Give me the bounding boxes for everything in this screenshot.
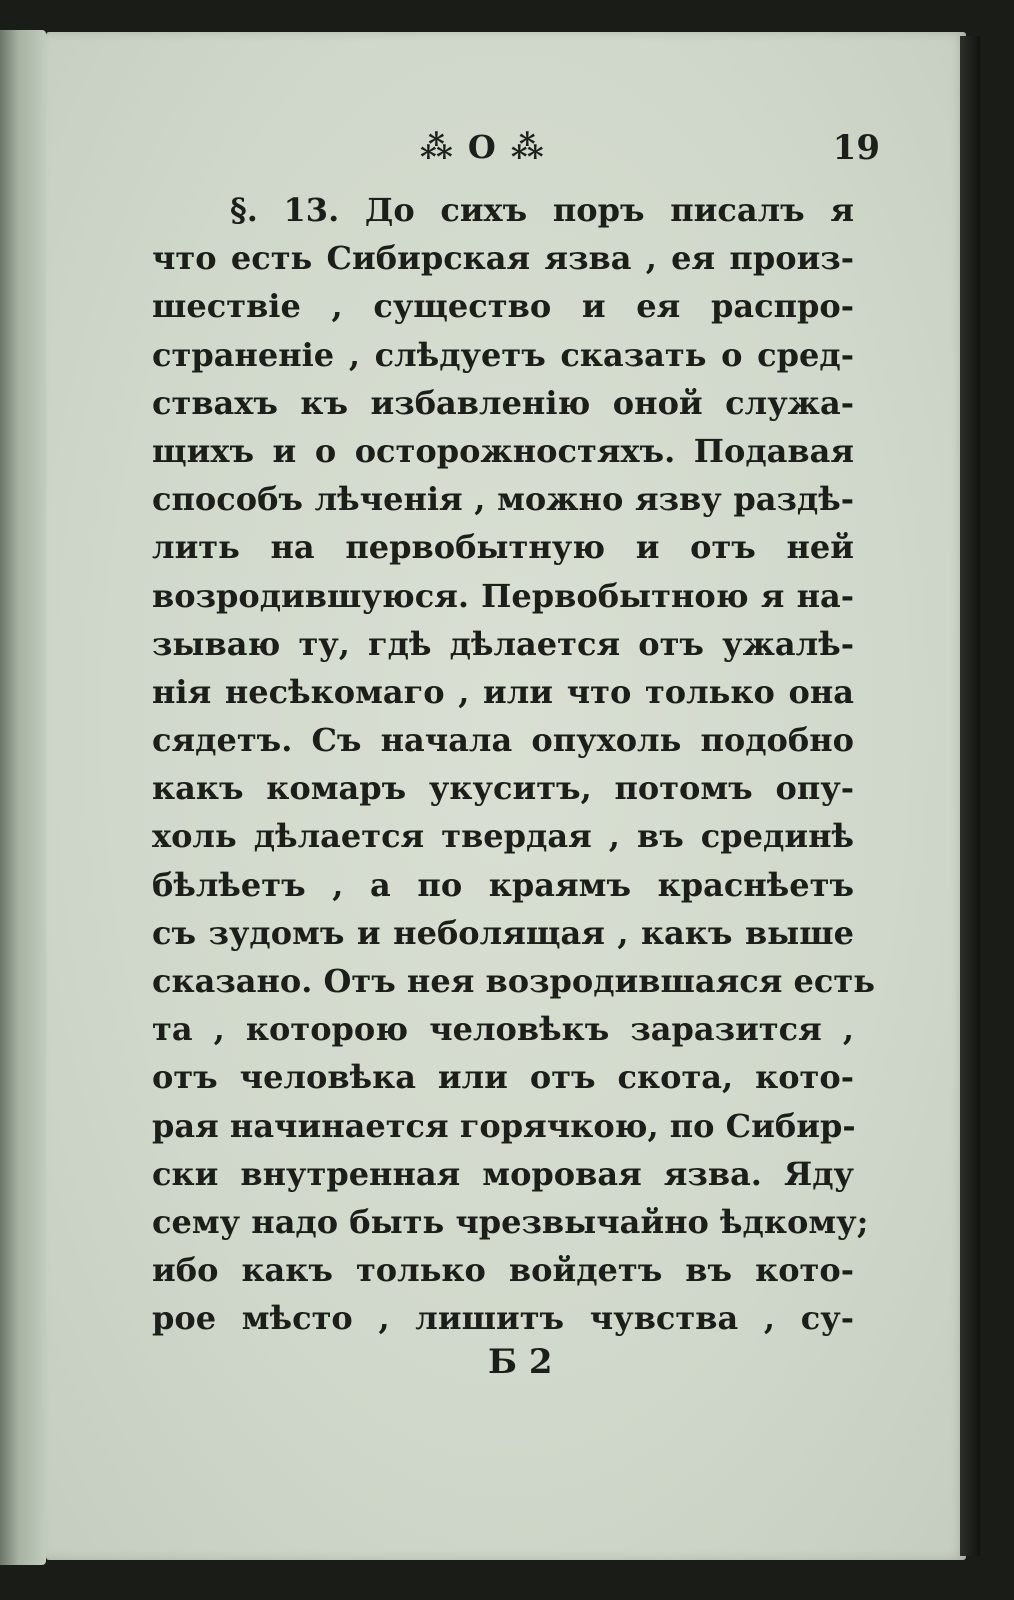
signature-mark: Б 2 — [488, 1342, 553, 1382]
body-text — [152, 186, 875, 1343]
text-line: щихъ и о осторожностяхъ. Подавая — [152, 431, 854, 470]
text-line: §. 13. До сихъ поръ писалъ я — [230, 191, 854, 229]
text-line: та , которою человѣкъ заразится , — [152, 1010, 854, 1049]
page-binding-shadow — [960, 36, 980, 1556]
text-line: ствахъ къ избавленію оной служа- — [152, 383, 854, 422]
text-line: рое мѣсто , лишитъ чувства , су- — [152, 1299, 854, 1338]
text-line: сказано. Отъ нея возродившаяся есть — [152, 962, 875, 1000]
text-line: холь дѣлается твердая , въ срединѣ — [152, 817, 854, 856]
text-line: возродившуюся. Первобытною я на- — [152, 576, 854, 615]
text-line: что есть Сибирская язва , ея произ- — [152, 239, 854, 278]
text-line: съ зудомъ и неболящая , какъ выше — [152, 913, 854, 952]
text-line: лить на первобытную и отъ ней — [152, 528, 854, 567]
text-line: шествіе , существо и ея распро- — [152, 287, 854, 326]
text-line: нія несѣкомаго , или что только она — [152, 672, 854, 711]
text-line: страненіе , слѣдуетъ сказать о сред- — [152, 335, 854, 374]
left-page-edge — [0, 30, 46, 1565]
page-number: 19 — [832, 128, 880, 168]
text-line: бѣлѣетъ , а по краямъ краснѣетъ — [152, 865, 854, 904]
header-ornament: ⁂ O ⁂ — [420, 128, 546, 166]
running-header — [90, 128, 880, 168]
text-line: какъ комаръ укуситъ, потомъ опу- — [152, 769, 854, 808]
text-line: ибо какъ только войдетъ въ кото- — [152, 1251, 854, 1290]
text-line: сядетъ. Съ начала опухоль подобно — [152, 721, 854, 760]
text-line: зываю ту, гдѣ дѣлается отъ ужалѣ- — [152, 624, 854, 663]
text-line: отъ человѣка или отъ скота, кото- — [152, 1058, 854, 1097]
text-line: сему надо быть чрезвычайно ѣдкому; — [152, 1202, 869, 1241]
text-line: рая начинается горячкою, по Сибир- — [152, 1106, 856, 1145]
text-line: способъ лѣченія , можно язву раздѣ- — [152, 480, 854, 519]
text-line: ски внутренная моровая язва. Яду — [152, 1154, 854, 1193]
